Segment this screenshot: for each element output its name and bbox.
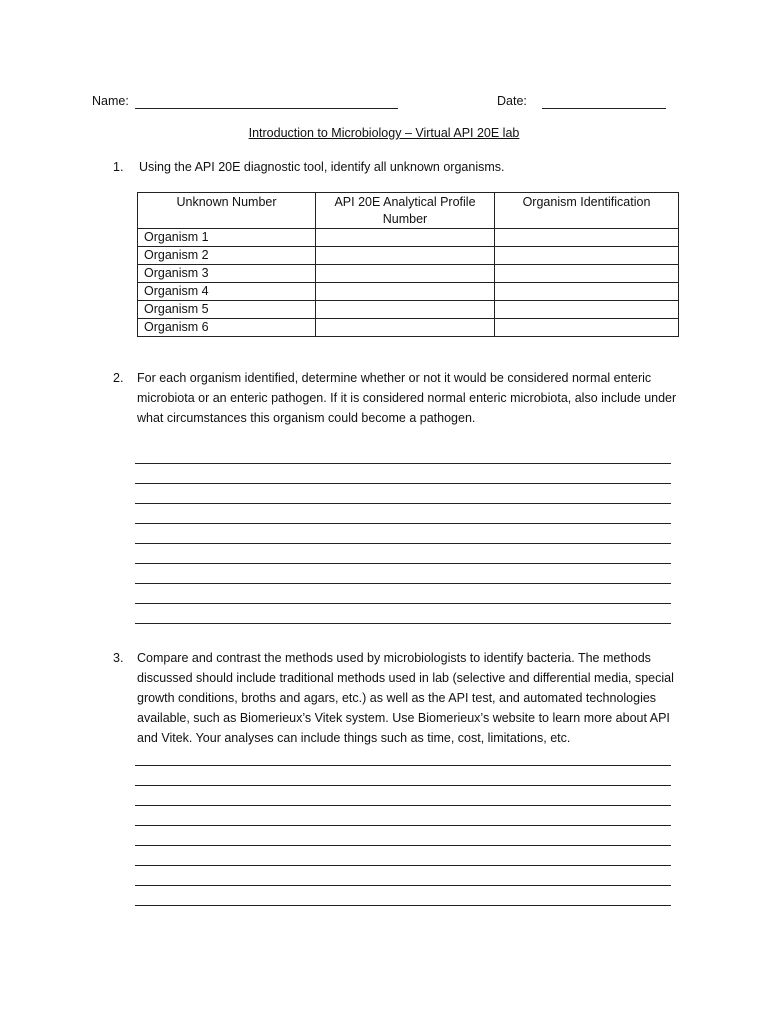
organism-label: Organism 4 bbox=[138, 283, 316, 301]
identification-cell[interactable] bbox=[495, 247, 679, 265]
question-3-text: Compare and contrast the methods used by microbiologists to identify bacteria. The methods discussed should include traditional methods used in lab (selective and differential media, special growth conditions, broths and agars, etc.) as well as the API test, and automated technologies available, such as Biomerieux’s Vitek system. Use Biomerieux’s website to learn more about API and Vitek. Your analyses can include things such as time, cost, limitations, etc. bbox=[137, 651, 674, 745]
identification-cell[interactable] bbox=[495, 319, 679, 337]
organism-label: Organism 6 bbox=[138, 319, 316, 337]
identification-cell[interactable] bbox=[495, 229, 679, 247]
answer-line[interactable] bbox=[135, 786, 671, 806]
profile-number-cell[interactable] bbox=[316, 283, 495, 301]
identification-cell[interactable] bbox=[495, 265, 679, 283]
organism-label: Organism 5 bbox=[138, 301, 316, 319]
table-header-row bbox=[138, 193, 679, 229]
question-2-text: For each organism identified, determine whether or not it would be considered normal enteric microbiota or an enteric pathogen. If it is considered normal enteric microbiota, also include under what circumstances this organism could become a pathogen. bbox=[137, 371, 677, 425]
name-label: Name: bbox=[92, 94, 129, 108]
answer-line[interactable] bbox=[135, 826, 671, 846]
answer-line[interactable] bbox=[135, 866, 671, 886]
answer-line[interactable] bbox=[135, 846, 671, 866]
answer-line[interactable] bbox=[135, 886, 671, 906]
question-1-number: 1. bbox=[113, 160, 124, 174]
table-header-cell: Organism Identification bbox=[495, 193, 679, 229]
table-row bbox=[138, 229, 679, 247]
table-header-cell: API 20E Analytical Profile Number bbox=[316, 193, 495, 229]
profile-number-cell[interactable] bbox=[316, 229, 495, 247]
question-3-answer-area[interactable] bbox=[135, 746, 671, 906]
date-field[interactable] bbox=[542, 108, 666, 109]
identification-cell[interactable] bbox=[495, 301, 679, 319]
answer-line[interactable] bbox=[135, 564, 671, 584]
answer-line[interactable] bbox=[135, 484, 671, 504]
table-row bbox=[138, 283, 679, 301]
answer-line[interactable] bbox=[135, 464, 671, 484]
answer-line[interactable] bbox=[135, 544, 671, 564]
table-row bbox=[138, 319, 679, 337]
answer-line[interactable] bbox=[135, 584, 671, 604]
table-row bbox=[138, 247, 679, 265]
answer-line[interactable] bbox=[135, 746, 671, 766]
table-header-cell: Unknown Number bbox=[138, 193, 316, 229]
table-row bbox=[138, 265, 679, 283]
profile-number-cell[interactable] bbox=[316, 319, 495, 337]
question-2-answer-area[interactable] bbox=[135, 444, 671, 624]
profile-number-cell[interactable] bbox=[316, 301, 495, 319]
table-row bbox=[138, 301, 679, 319]
answer-line[interactable] bbox=[135, 524, 671, 544]
profile-number-cell[interactable] bbox=[316, 265, 495, 283]
answer-line[interactable] bbox=[135, 504, 671, 524]
answer-line[interactable] bbox=[135, 604, 671, 624]
profile-number-cell[interactable] bbox=[316, 247, 495, 265]
organism-label: Organism 1 bbox=[138, 229, 316, 247]
answer-line[interactable] bbox=[135, 806, 671, 826]
organism-table bbox=[137, 192, 679, 337]
question-2-number: 2. bbox=[113, 371, 124, 385]
question-3-number: 3. bbox=[113, 651, 124, 665]
answer-line[interactable] bbox=[135, 766, 671, 786]
organism-label: Organism 3 bbox=[138, 265, 316, 283]
date-label: Date: bbox=[497, 94, 527, 108]
page-title: Introduction to Microbiology – Virtual API 20E lab bbox=[248, 126, 520, 140]
name-field[interactable] bbox=[135, 108, 398, 109]
answer-line[interactable] bbox=[135, 444, 671, 464]
organism-label: Organism 2 bbox=[138, 247, 316, 265]
identification-cell[interactable] bbox=[495, 283, 679, 301]
question-1-text: Using the API 20E diagnostic tool, identify all unknown organisms. bbox=[139, 160, 505, 174]
